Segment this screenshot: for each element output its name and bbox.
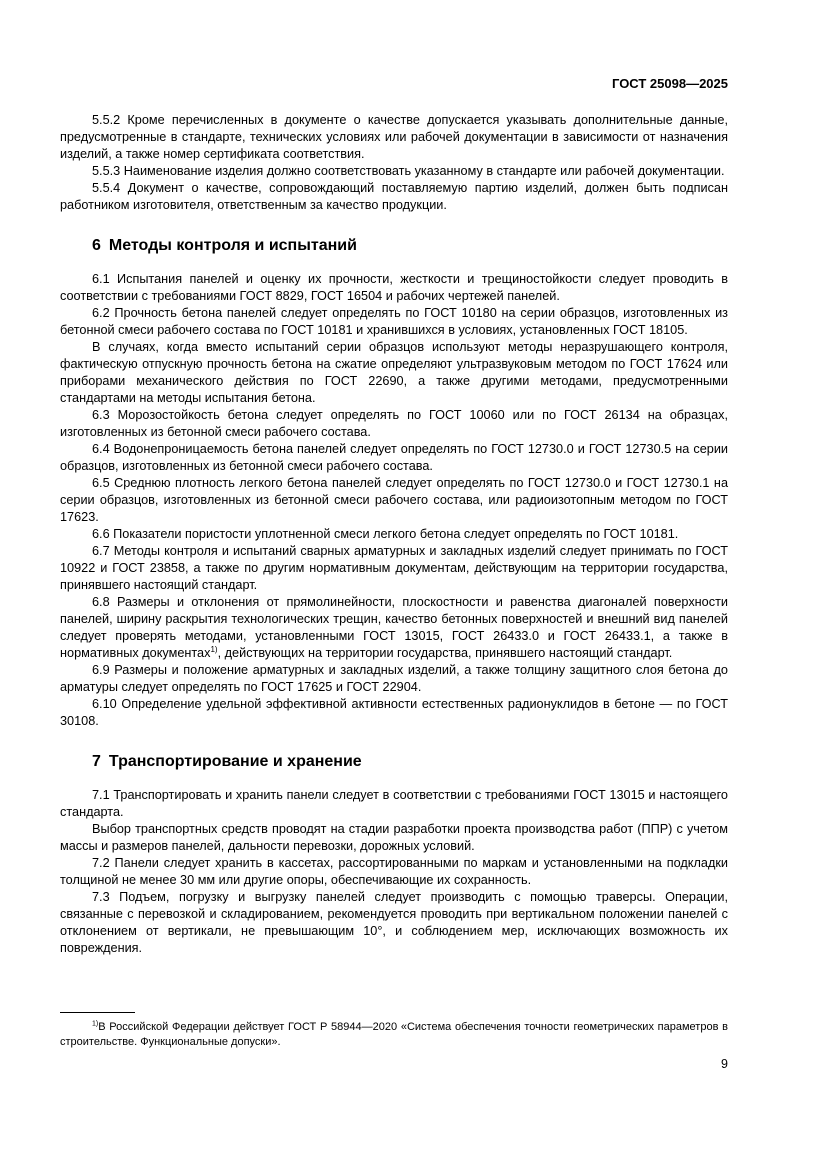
- paragraph-6-7: 6.7 Методы контроля и испытаний сварных арматурных и закладных изделий следует принимать по ГОСТ 10922 и ГОСТ 23858, а также по другим нормативным документам, действующим на территории государства, принявшего настоящий стандарт.: [60, 544, 728, 592]
- paragraph-6-3: 6.3 Морозостойкость бетона следует определять по ГОСТ 10060 или по ГОСТ 26134 на образцах, изготовленных из бетонной смеси рабочего состава.: [60, 408, 728, 439]
- paragraph-6-1: 6.1 Испытания панелей и оценку их прочности, жесткости и трещиностойкости следует проводить в соответствии с требованиями ГОСТ 8829, ГОСТ 16504 и рабочих чертежей панелей.: [60, 272, 728, 303]
- paragraph-6-8-text-end: , действующих на территории государства, принявшего настоящий стандарт.: [217, 646, 673, 660]
- paragraph-6-2: 6.2 Прочность бетона панелей следует определять по ГОСТ 10180 на серии образцов, изготовленных из бетонной смеси рабочего состава по ГОСТ 10181 и хранившихся в условиях, установленных ГОСТ 18105.: [60, 306, 728, 337]
- footnote: [60, 1020, 728, 1050]
- page-number: 9: [721, 1057, 728, 1071]
- footnote-divider: [60, 1012, 135, 1013]
- paragraph-7-1-continued: Выбор транспортных средств проводят на стадии разработки проекта производства работ (ППР) с учетом массы и размеров панелей, дальности перевозки, дорожных условий.: [60, 822, 728, 853]
- paragraph-6-8-text: 6.8 Размеры и отклонения от прямолинейности, плоскостности и равенства диагоналей поверхности панелей, ширину раскрытия технологических трещин, качество бетонных поверхностей и внешний вид панелей следует проверять методами, установленными ГОСТ 13015, ГОСТ 26433.0 и ГОСТ 26433.1, а также в нормативных документах: [60, 595, 728, 660]
- paragraph-6-8: [60, 594, 728, 662]
- footnote-text: В Российской Федерации действует ГОСТ Р 58944—2020 «Система обеспечения точности геометрических параметров в строительстве. Функциональные допуски».: [60, 1021, 728, 1048]
- section-7-title: Транспортирование и хранение: [108, 753, 362, 770]
- paragraph-5-5-4: 5.5.4 Документ о качестве, сопровождающий поставляемую партию изделий, должен быть подписан работником изготовителя, ответственным за качество продукции.: [60, 181, 728, 212]
- paragraph-6-5: 6.5 Среднюю плотность легкого бетона панелей следует определять по ГОСТ 12730.0 и ГОСТ 12730.1 на серии образцов, изготовленных из бетонной смеси рабочего состава, или радиоизотопным методом по ГОСТ 17623.: [60, 476, 728, 524]
- paragraph-6-4: 6.4 Водонепроницаемость бетона панелей следует определять по ГОСТ 12730.0 и ГОСТ 12730.5 на серии образцов, изготовленных из бетонной смеси рабочего состава.: [60, 442, 728, 473]
- paragraph-6-6: 6.6 Показатели пористости уплотненной смеси легкого бетона следует определять по ГОСТ 10181.: [92, 527, 679, 541]
- paragraph-7-2: 7.2 Панели следует хранить в кассетах, рассортированными по маркам и установленными на подкладки толщиной не менее 30 мм или другие опоры, обеспечивающие их сохранность.: [60, 856, 728, 887]
- document-header-id: ГОСТ 25098—2025: [612, 76, 728, 91]
- paragraph-6-10: 6.10 Определение удельной эффективной активности естественных радионуклидов в бетоне — по ГОСТ 30108.: [60, 697, 728, 728]
- footnote-reference[interactable]: 1): [210, 644, 218, 654]
- section-7-heading: [60, 752, 728, 772]
- section-6-number: 6: [92, 237, 101, 254]
- section-6-title: Методы контроля и испытаний: [108, 237, 357, 254]
- footnote-text-line: [60, 1020, 728, 1050]
- paragraph-7-3: 7.3 Подъем, погрузку и выгрузку панелей следует производить с помощью траверсы. Операции, связанные с перевозкой и складированием, рекомендуется проводить при вертикальном положении панелей с отклонением от вертикали, не превышающим 10°, и соблюдением мер, исключающих возможность их повреждения.: [60, 890, 728, 955]
- paragraph-5-5-3: 5.5.3 Наименование изделия должно соответствовать указанному в стандарте или рабочей документации.: [92, 164, 725, 178]
- document-body: [60, 112, 728, 957]
- section-6-heading: [60, 236, 728, 256]
- section-7-number: 7: [92, 753, 101, 770]
- paragraph-6-2-continued: В случаях, когда вместо испытаний серии образцов используют методы неразрушающего контроля, фактическую отпускную прочность бетона на сжатие определяют ультразвуковым методом по ГОСТ 17624 или приборами механического действия по ГОСТ 22690, а также другими методами, предусмотренными стандартами на методы испытания бетона.: [60, 340, 728, 405]
- paragraph-5-5-2: 5.5.2 Кроме перечисленных в документе о качестве допускается указывать дополнительные данные, предусмотренные в стандарте, технических условиях или рабочей документации в зависимости от назначения изделий, а также номер сертификата соответствия.: [60, 113, 728, 161]
- paragraph-6-9: 6.9 Размеры и положение арматурных и закладных изделий, а также толщину защитного слоя бетона до арматуры следует определять по ГОСТ 17625 и ГОСТ 22904.: [60, 663, 728, 694]
- footnote-marker: 1): [92, 1020, 99, 1028]
- paragraph-7-1: 7.1 Транспортировать и хранить панели следует в соответствии с требованиями ГОСТ 13015 и настоящего стандарта.: [60, 788, 728, 819]
